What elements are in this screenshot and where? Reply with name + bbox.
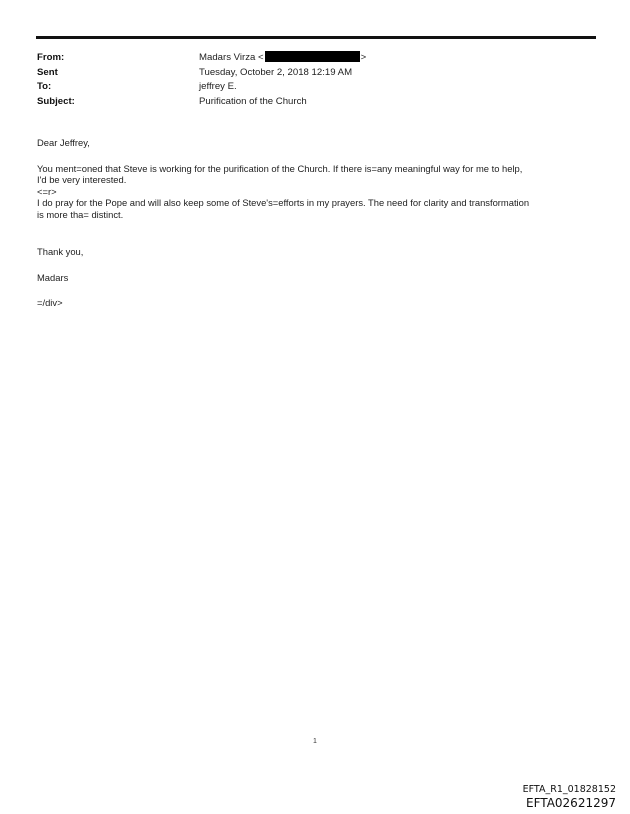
email-body	[37, 137, 597, 309]
paragraph-1-line-2: I'd be very interested.	[37, 174, 127, 185]
to-value: jeffrey E.	[199, 81, 237, 92]
paragraph-2-line-2: is more tha= distinct.	[37, 208, 124, 220]
from-close: >	[360, 52, 367, 63]
from-value	[199, 51, 366, 66]
to-row	[37, 80, 597, 95]
spacer	[37, 283, 597, 297]
greeting: Dear Jeffrey,	[37, 137, 90, 148]
closing: Thank you,	[37, 246, 84, 257]
bates-number-1: EFTA_R1_01828152	[522, 784, 616, 795]
encoding-artifact: <=r>	[37, 185, 57, 197]
subject-row	[37, 95, 597, 110]
from-label: From:	[37, 52, 65, 63]
spacer	[37, 258, 597, 272]
paragraph-1-line-1: You ment=oned that Steve is working for the purification of the Church. If there is=any meaningful way for me to help,	[37, 162, 523, 174]
page-number: 1	[313, 738, 317, 745]
from-row	[37, 51, 597, 66]
bates-number-2: EFTA02621297	[526, 796, 616, 810]
sent-value: Tuesday, October 2, 2018 12:19 AM	[199, 66, 353, 78]
header-rule	[36, 36, 596, 39]
paragraph-2-line-1: I do pray for the Pope and will also keep some of Steve's=efforts in my prayers. The need for clarity and transformation	[37, 197, 530, 208]
trailing-artifact: =/div>	[37, 297, 63, 308]
signature: Madars	[37, 271, 69, 283]
to-label: To:	[37, 81, 52, 92]
spacer	[37, 220, 597, 246]
sent-label: Sent	[37, 66, 58, 78]
sent-row	[37, 66, 597, 81]
subject-value: Purification of the Church	[199, 95, 307, 107]
subject-label: Subject:	[37, 95, 75, 107]
email-header	[37, 51, 597, 109]
redaction-bar	[265, 51, 360, 62]
bates-stamp	[523, 784, 616, 810]
from-name: Madars Virza <	[199, 52, 264, 63]
